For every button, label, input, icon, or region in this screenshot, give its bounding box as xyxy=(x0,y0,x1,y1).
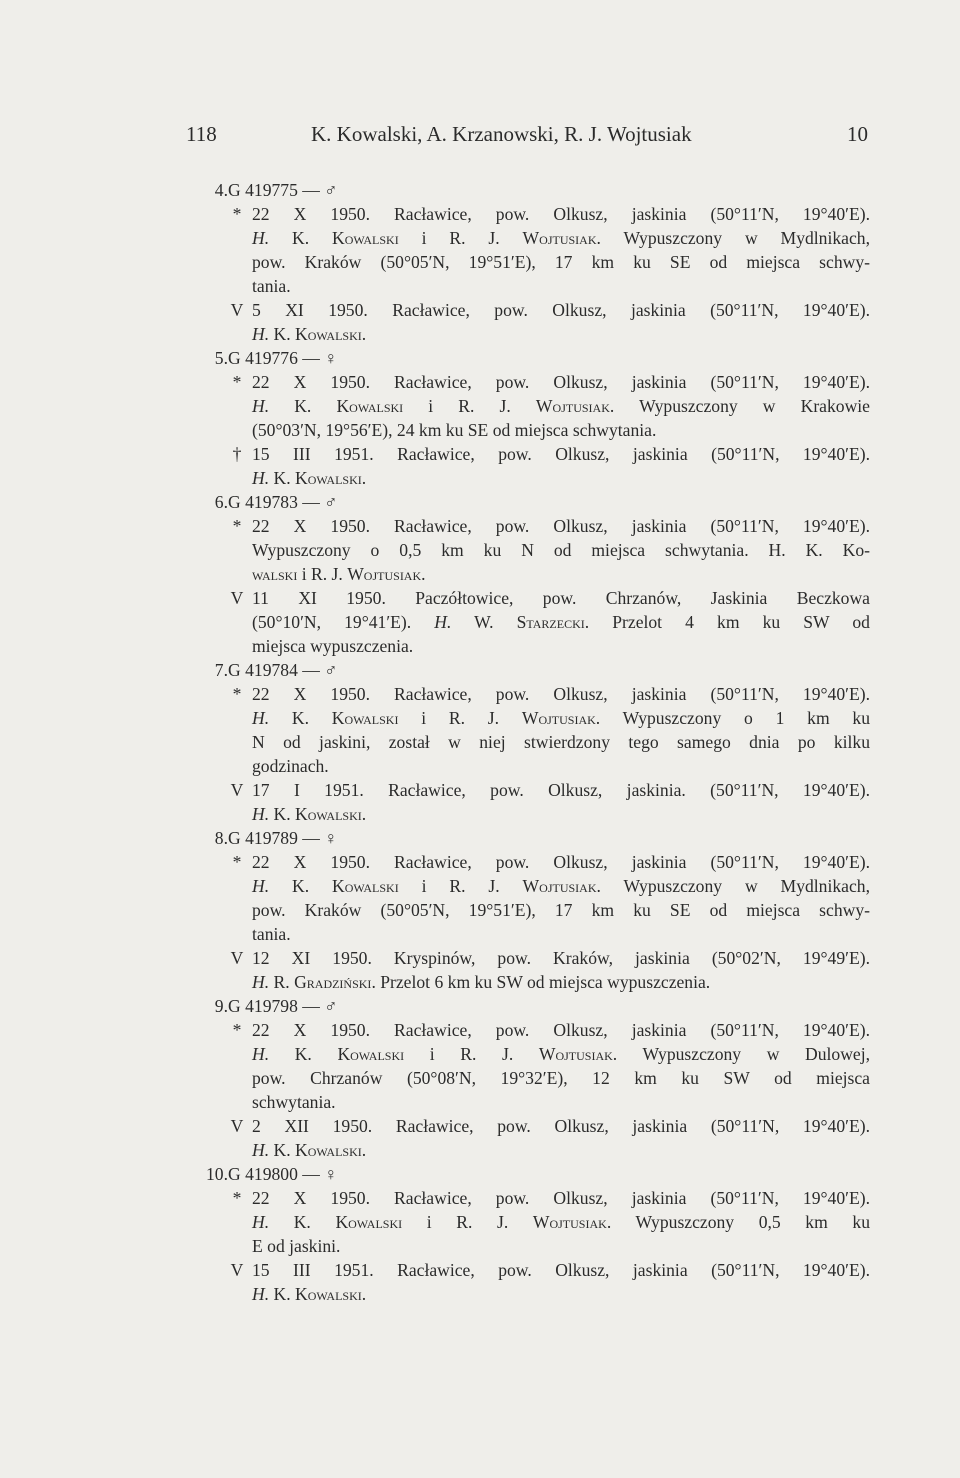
record-text: 5 XI 1950. Racławice, pow. Olkusz, jaskinia (50°11′N, 19°40′E). xyxy=(252,300,870,320)
ring-number: G 419800 — ♀ xyxy=(228,1164,338,1184)
ringing-text-continued: tania. xyxy=(252,276,291,296)
ringing-text: 22 X 1950. Racławice, pow. Olkusz, jaskinia (50°11′N, 19°40′E). xyxy=(252,1020,870,1040)
ringing-text: 22 X 1950. Racławice, pow. Olkusz, jaskinia (50°11′N, 19°40′E). xyxy=(252,684,870,704)
record-text-continued: H. K. Kowalski. xyxy=(252,468,367,488)
ringing-text-continued: godzinach. xyxy=(252,756,329,776)
ringing-text: 22 X 1950. Racławice, pow. Olkusz, jaskinia (50°11′N, 19°40′E). xyxy=(252,372,870,392)
entry-number: 6. xyxy=(214,492,228,512)
ringing-text-continued: H. K. Kowalski i R. J. Wojtusiak. Wypuszczony o 1 km ku xyxy=(252,708,870,728)
ringing-text-continued: E od jaskini. xyxy=(252,1236,341,1256)
ringing-mark: * xyxy=(232,204,242,224)
record-text: 2 XII 1950. Racławice, pow. Olkusz, jaskinia (50°11′N, 19°40′E). xyxy=(252,1116,870,1136)
ringing-text-continued: N od jaskini, został w niej stwierdzony tego samego dnia po kilku xyxy=(252,732,870,752)
record-text-continued: H. K. Kowalski. xyxy=(252,1284,367,1304)
ring-number: G 419784 — ♂ xyxy=(228,660,338,680)
ringing-text-continued: walski i R. J. Wojtusiak. xyxy=(252,564,426,584)
entry-number: 8. xyxy=(214,828,228,848)
ringing-text-continued: H. K. Kowalski i R. J. Wojtusiak. Wypuszczony w Krakowie xyxy=(252,396,870,416)
entry-number: 9. xyxy=(214,996,228,1016)
ringing-text-continued: Wypuszczony o 0,5 km ku N od miejsca schwytania. H. K. Ko- xyxy=(252,540,870,560)
record-text-continued: miejsca wypuszczenia. xyxy=(252,636,414,656)
ringing-text-continued: pow. Kraków (50°05′N, 19°51′E), 17 km ku SE od miejsca schwy- xyxy=(252,900,870,920)
page-number: 118 xyxy=(186,122,217,146)
ringing-text-continued: tania. xyxy=(252,924,291,944)
record-text-continued: H. K. Kowalski. xyxy=(252,324,367,344)
ringing-text: 22 X 1950. Racławice, pow. Olkusz, jaskinia (50°11′N, 19°40′E). xyxy=(252,852,870,872)
ringing-text-continued: H. K. Kowalski i R. J. Wojtusiak. Wypuszczony w Mydlnikach, xyxy=(252,228,870,248)
ring-number: G 419775 — ♂ xyxy=(228,180,338,200)
ringing-text-continued: H. K. Kowalski i R. J. Wojtusiak. Wypuszczony 0,5 km ku xyxy=(252,1212,870,1232)
record-text: 12 XI 1950. Kryspinów, pow. Kraków, jaskinia (50°02′N, 19°49′E). xyxy=(252,948,870,968)
record-text-continued: (50°10′N, 19°41′E). H. W. Starzecki. Przelot 4 km ku SW od xyxy=(252,612,870,632)
entry-number: 7. xyxy=(214,660,228,680)
ring-number: G 419789 — ♀ xyxy=(228,828,338,848)
running-header xyxy=(0,122,960,152)
ring-number: G 419783 — ♂ xyxy=(228,492,338,512)
ringing-text-continued: H. K. Kowalski i R. J. Wojtusiak. Wypuszczony w Mydlnikach, xyxy=(252,876,870,896)
record-text-continued: H. R. Gradziński. Przelot 6 km ku SW od miejsca wypuszczenia. xyxy=(252,972,711,992)
ringing-mark: * xyxy=(232,516,242,536)
record-text-continued: H. K. Kowalski. xyxy=(252,804,367,824)
record-text: 15 III 1951. Racławice, pow. Olkusz, jaskinia (50°11′N, 19°40′E). xyxy=(252,1260,870,1280)
entry-number: 10. xyxy=(206,1164,228,1184)
ringing-text-continued: schwytania. xyxy=(252,1092,336,1112)
entry-number: 5. xyxy=(214,348,228,368)
ringing-text: 22 X 1950. Racławice, pow. Olkusz, jaskinia (50°11′N, 19°40′E). xyxy=(252,204,870,224)
record-text: 15 III 1951. Racławice, pow. Olkusz, jaskinia (50°11′N, 19°40′E). xyxy=(252,444,870,464)
ringing-text-continued: pow. Chrzanów (50°08′N, 19°32′E), 12 km ku SW od miejsca xyxy=(252,1068,870,1088)
record-text-continued: H. K. Kowalski. xyxy=(252,1140,367,1160)
ringing-text-continued: pow. Kraków (50°05′N, 19°51′E), 17 km ku SE od miejsca schwy- xyxy=(252,252,870,272)
ringing-mark: * xyxy=(232,684,242,704)
section-number: 10 xyxy=(847,122,868,146)
ringing-mark: * xyxy=(232,372,242,392)
recapture-mark: V xyxy=(230,780,244,800)
ringing-mark: * xyxy=(232,1020,242,1040)
ringing-text-continued: (50°03′N, 19°56′E), 24 km ku SE od miejsca schwytania. xyxy=(252,420,657,440)
ringing-mark: * xyxy=(232,1188,242,1208)
ring-number: G 419798 — ♂ xyxy=(228,996,338,1016)
recapture-mark: V xyxy=(230,1116,244,1136)
found-dead-mark: † xyxy=(232,444,242,464)
ringing-text-continued: H. K. Kowalski i R. J. Wojtusiak. Wypuszczony w Dulowej, xyxy=(252,1044,870,1064)
ringing-text: 22 X 1950. Racławice, pow. Olkusz, jaskinia (50°11′N, 19°40′E). xyxy=(252,1188,870,1208)
recapture-mark: V xyxy=(230,1260,244,1280)
ring-number: G 419776 — ♀ xyxy=(228,348,338,368)
ringing-text: 22 X 1950. Racławice, pow. Olkusz, jaskinia (50°11′N, 19°40′E). xyxy=(252,516,870,536)
entry-number: 4. xyxy=(214,180,228,200)
record-text: 11 XI 1950. Paczółtowice, pow. Chrzanów, Jaskinia Beczkowa xyxy=(252,588,870,608)
running-title: K. Kowalski, A. Krzanowski, R. J. Wojtusiak xyxy=(311,122,692,146)
ringing-mark: * xyxy=(232,852,242,872)
recapture-mark: V xyxy=(230,588,244,608)
recapture-mark: V xyxy=(230,948,244,968)
recapture-mark: V xyxy=(230,300,244,320)
record-text: 17 I 1951. Racławice, pow. Olkusz, jaskinia. (50°11′N, 19°40′E). xyxy=(252,780,870,800)
